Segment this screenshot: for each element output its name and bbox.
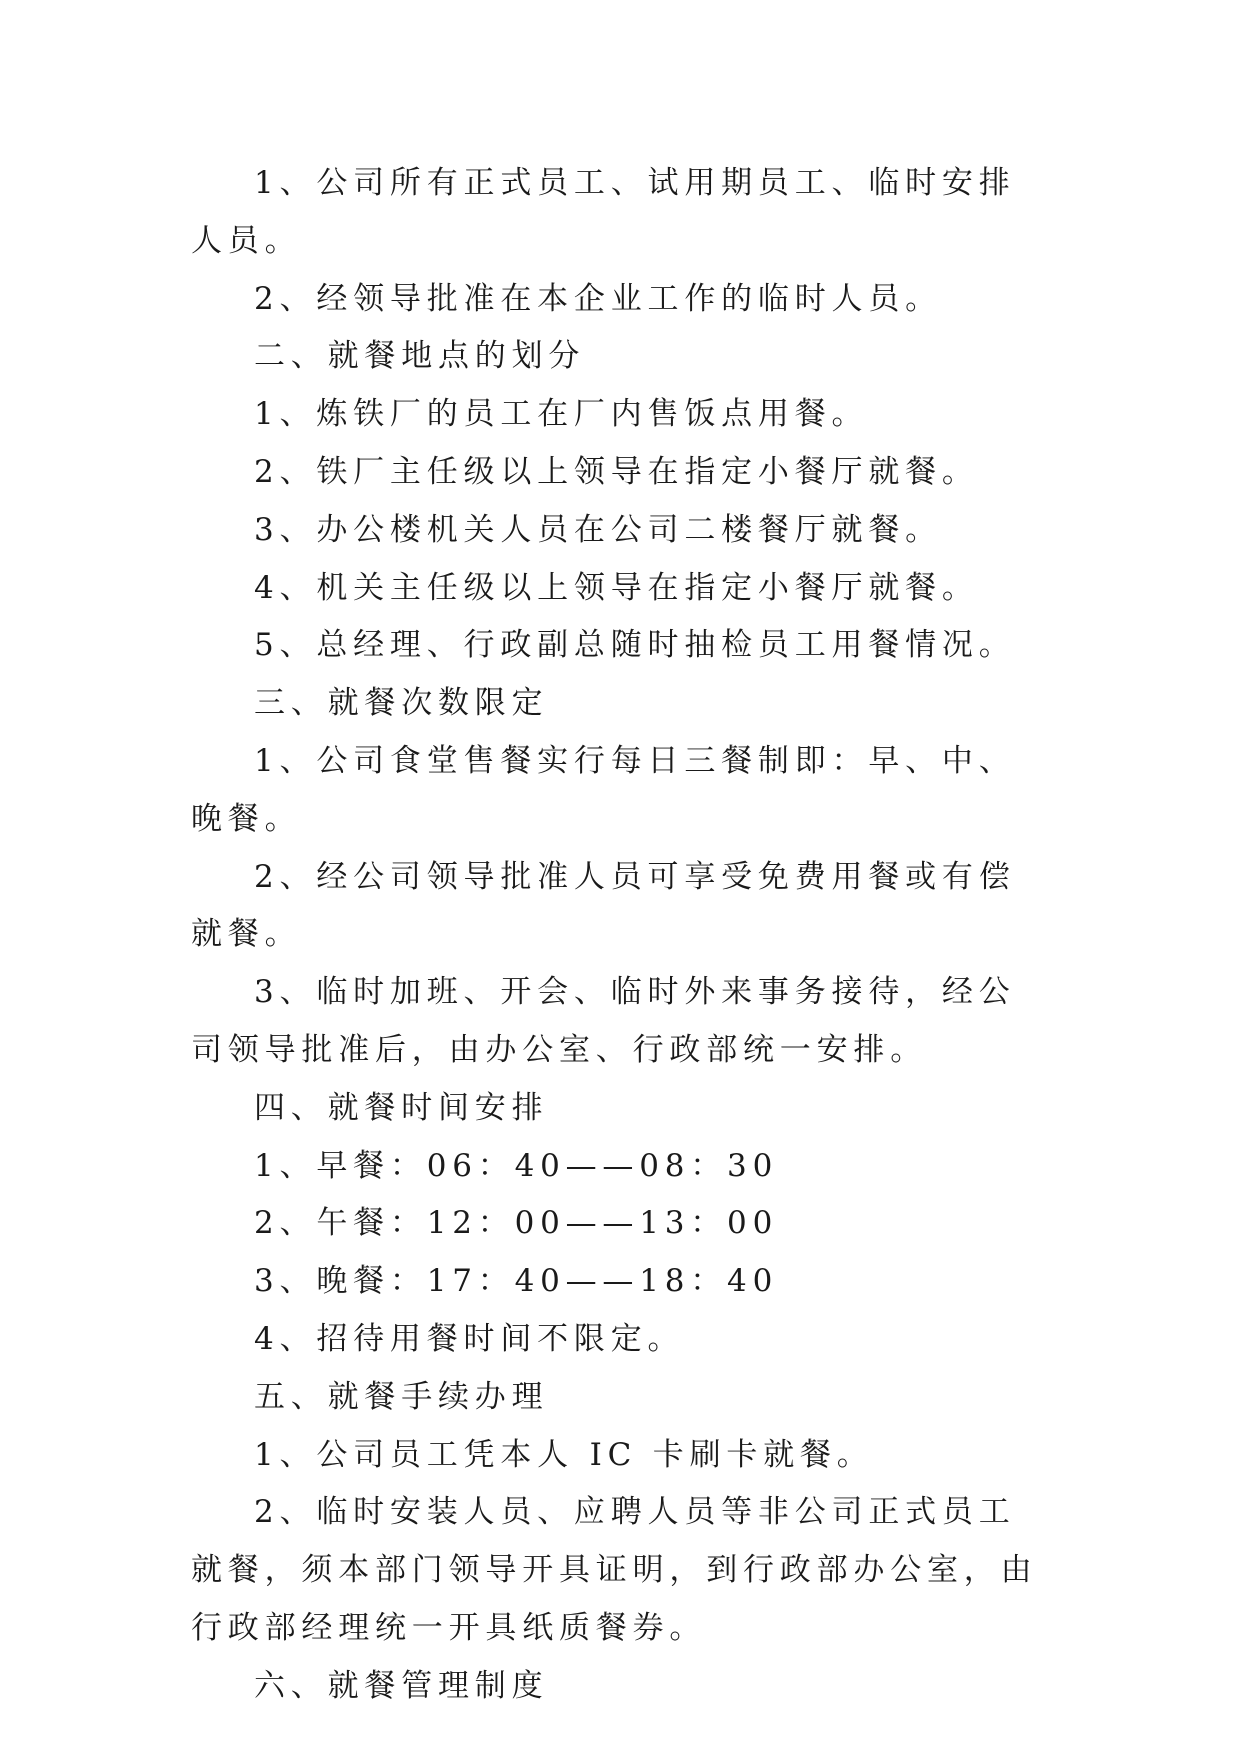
paragraph: 5、总经理、行政副总随时抽检员工用餐情况。 [254, 627, 1016, 664]
section-heading: 四、就餐时间安排 [254, 1089, 549, 1126]
paragraph: 3、临时加班、开会、临时外来事务接待，经公司领导批准后，由办公室、行政部统一安排。 [191, 974, 1016, 1068]
section-heading: 二、就餐地点的划分 [254, 338, 586, 375]
paragraph: 2、铁厂主任级以上领导在指定小餐厅就餐。 [254, 453, 979, 490]
paragraph: 3、晚餐：17：40——18：40 [254, 1263, 779, 1300]
paragraph: 1、公司所有正式员工、试用期员工、临时安排人员。 [191, 165, 1016, 259]
paragraph: 2、经公司领导批准人员可享受免费用餐或有偿就餐。 [191, 858, 1016, 953]
document-body [191, 155, 1051, 1716]
paragraph: 2、午餐：12：00——13：00 [254, 1205, 779, 1242]
paragraph: 2、临时安装人员、应聘人员等非公司正式员工就餐，须本部门领导开具证明，到行政部办公室，由行政部经理统一开具纸质餐券。 [191, 1494, 1038, 1646]
section-heading: 三、就餐次数限定 [254, 685, 549, 722]
paragraph: 4、招待用餐时间不限定。 [254, 1320, 685, 1357]
paragraph: 1、公司食堂售餐实行每日三餐制即：早、中、晚餐。 [191, 742, 1016, 837]
paragraph: 1、公司员工凭本人 IC 卡刷卡就餐。 [254, 1436, 874, 1473]
paragraph: 3、办公楼机关人员在公司二楼餐厅就餐。 [254, 511, 942, 548]
section-heading: 六、就餐管理制度 [254, 1667, 549, 1704]
paragraph: 1、炼铁厂的员工在厂内售饭点用餐。 [254, 396, 869, 433]
paragraph: 1、早餐：06：40——08：30 [254, 1147, 779, 1184]
paragraph: 4、机关主任级以上领导在指定小餐厅就餐。 [254, 569, 979, 606]
paragraph: 2、经领导批准在本企业工作的临时人员。 [254, 280, 942, 317]
section-heading: 五、就餐手续办理 [254, 1378, 549, 1415]
